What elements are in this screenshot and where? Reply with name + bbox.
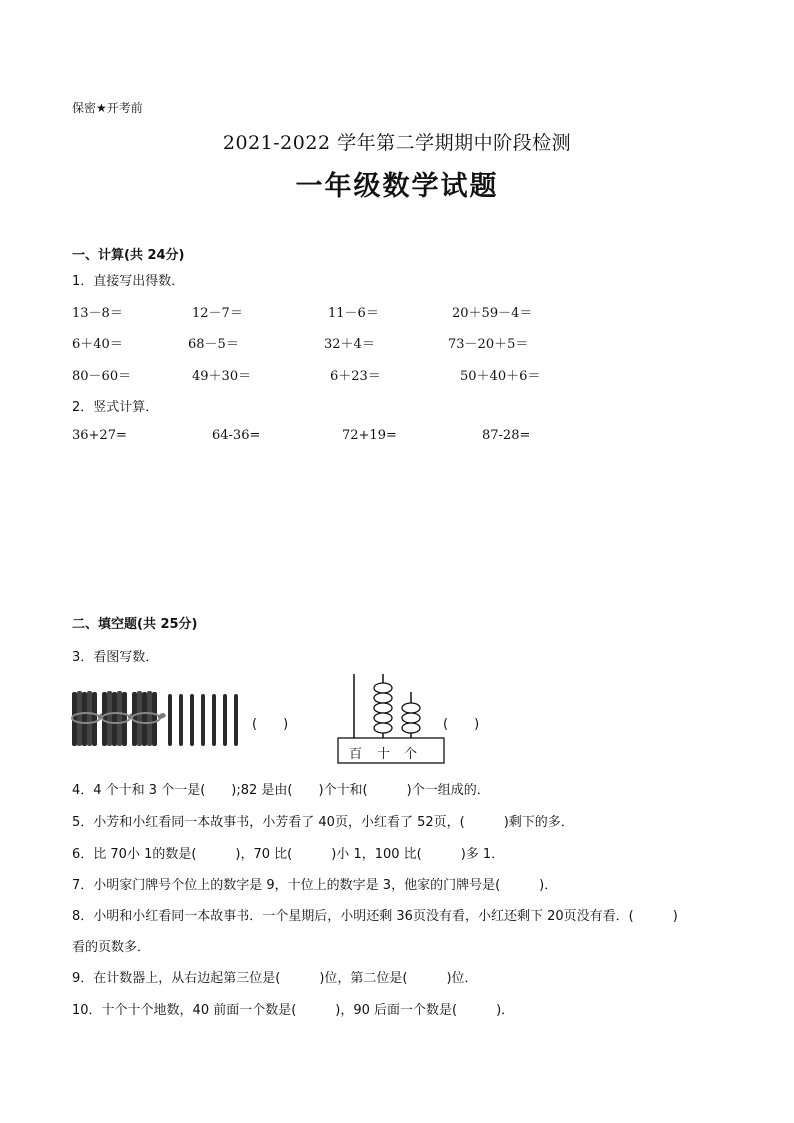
stick-bundle [132,691,166,746]
single-stick [168,694,172,746]
question-2: 2．竖式计算． [72,400,159,415]
question-6: 6．比 70小 1的数是( )，70 比( )小 1，100 比( )多 1． [72,847,505,862]
section2-title: 二、填空题(共 25分) [72,617,198,632]
question-3: 3．看图写数． [72,650,159,665]
question-7: 7．小明家门牌号个位上的数字是 9，十位上的数字是 3，他家的门牌号是( )． [72,878,558,893]
exam-subject-title: 一年级数学试题 [295,171,499,202]
question-10: 10．十个十个地数，40 前面一个数是( )，90 后面一个数是( )． [72,1003,515,1018]
calc-item: 68－5＝ [188,337,239,352]
calc-item: 6＋23＝ [330,369,381,384]
abacus-label-tens: 十 [377,747,391,762]
question-8-continued: 看的页数多． [72,940,151,955]
abacus-label-ones: 个 [404,747,418,762]
calc-item: 49＋30＝ [192,369,252,384]
exam-term-title: 2021-2022 学年第二学期期中阶段检测 [222,132,572,154]
calc-item: 32＋4＝ [324,337,375,352]
single-stick [212,694,216,746]
calc-item: 50＋40＋6＝ [460,369,541,384]
abacus-label-hundreds: 百 [349,747,363,762]
single-stick [179,694,183,746]
section1-title: 一、计算(共 24分) [72,248,185,263]
answer-blank-abacus[interactable]: ( ) [443,717,480,732]
question-9: 9．在计数器上，从右边起第三位是( )位，第二位是( )位． [72,971,478,986]
vertical-calc-item: 36+27= [72,428,127,443]
counting-sticks-figure [70,688,250,750]
abacus-beads-tens [374,683,392,733]
calc-item: 20＋59－4＝ [452,306,533,321]
single-stick [201,694,205,746]
calc-item: 6＋40＝ [72,337,123,352]
calc-item: 80－60＝ [72,369,132,384]
single-stick [223,694,227,746]
calc-item: 12－7＝ [192,306,243,321]
calc-item: 11－6＝ [328,306,379,321]
calc-item: 73－20＋5＝ [448,337,529,352]
calc-item: 13－8＝ [72,306,123,321]
abacus-beads-ones [402,703,420,733]
single-stick [234,694,238,746]
vertical-calc-item: 72+19= [342,428,397,443]
question-4: 4．4 个十和 3 个一是( );82 是由( )个十和( )个一组成的． [72,783,490,798]
stick-bundle [72,691,106,746]
single-stick [190,694,194,746]
vertical-calc-item: 87-28= [482,428,531,443]
question-8: 8．小明和小红看同一本故事书．一个星期后，小明还剩 36页没有看，小红还剩下 20页没有看．( ) [72,909,678,924]
confidential-label: 保密★开考前 [72,101,143,115]
stick-bundle [102,691,136,746]
question-1: 1．直接写出得数． [72,274,185,289]
question-5: 5．小芳和小红看同一本故事书，小芳看了 40页，小红看了 52页，( )剩下的多． [72,815,574,830]
answer-blank-sticks[interactable]: ( ) [252,717,289,732]
vertical-calc-item: 64-36= [212,428,261,443]
